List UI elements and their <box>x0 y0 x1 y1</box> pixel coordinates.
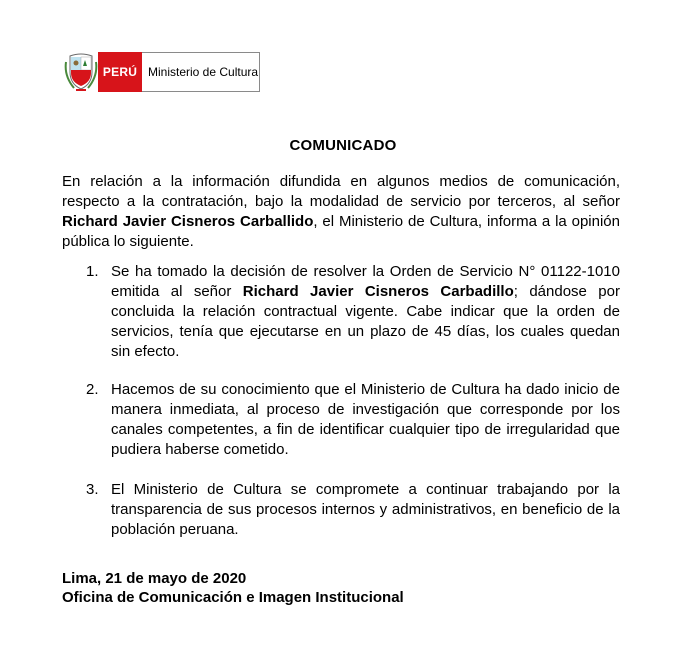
list-text <box>111 262 620 362</box>
item1-name: Richard Javier Cisneros Carbadillo <box>242 283 514 300</box>
list-text: Hacemos de su conocimiento que el Ministerio de Cultura ha dado inicio de manera inmediata, al proceso de investigación que corresponde por los canales competentes, a fin de identificar cualquier tipo de irregularidad que pudiera haberse cometido. <box>111 381 620 458</box>
list-number: 3. <box>86 481 99 498</box>
list-item <box>86 380 620 460</box>
intro-name: Richard Javier Cisneros Carballido <box>62 213 314 230</box>
intro-paragraph <box>62 172 620 252</box>
intro-text-1: En relación a la información difundida en algunos medios de comunicación, respecto a la contratación, bajo la modalidad de servicio por terceros, al señor <box>62 173 620 210</box>
list-item <box>86 262 620 362</box>
list-text: El Ministerio de Cultura se compromete a continuar trabajando por la transparencia de sus procesos internos y administrativos, en beneficio de la población peruana. <box>111 481 620 538</box>
closing-office: Oficina de Comunicación e Imagen Institucional <box>62 589 404 606</box>
list-number: 1. <box>86 263 99 280</box>
closing-date: Lima, 21 de mayo de 2020 <box>62 570 247 587</box>
item1-text-2: ; dándose por concluida la relación contractual vigente. Cabe indicar que la orden de servicios, tenía que ejecutarse en un plazo de 45 días, los cuales quedan sin efecto. <box>111 283 620 360</box>
ministry-name: Ministerio de Cultura <box>142 52 260 92</box>
coat-of-arms-icon <box>64 52 98 92</box>
list-number: 2. <box>86 381 99 398</box>
closing-block <box>62 569 404 607</box>
brand-peru: PERÚ <box>98 52 142 92</box>
document-title: COMUNICADO <box>289 137 397 154</box>
intro-text-2: , el Ministerio de Cultura, informa a la opinión pública lo siguiente. <box>62 213 620 250</box>
item1-text-1: Se ha tomado la decisión de resolver la Orden de Servicio N° 01122-1010 emitida al señor <box>111 263 620 300</box>
list-item <box>86 480 620 540</box>
ministry-logo <box>64 52 260 92</box>
